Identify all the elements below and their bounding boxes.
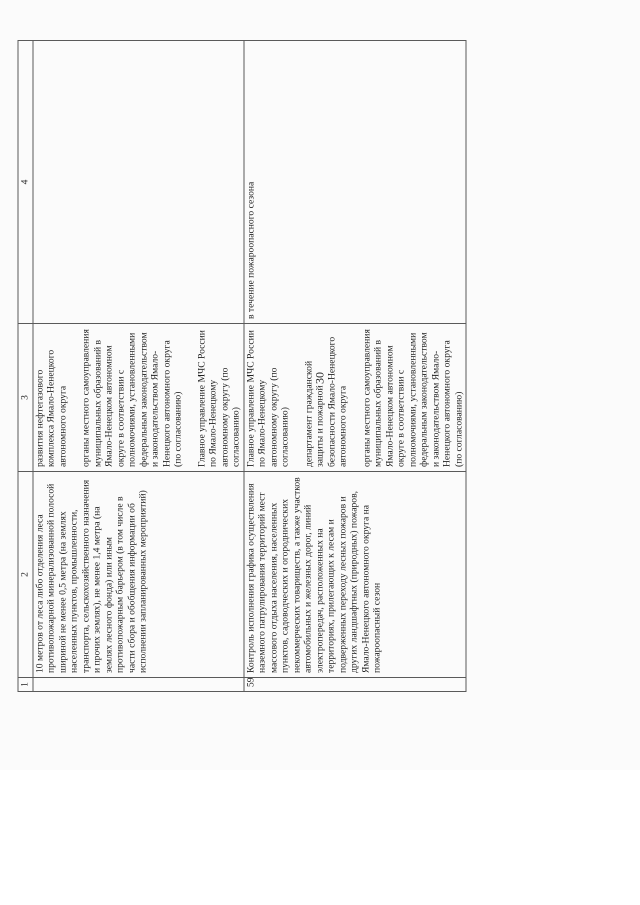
table-row	[33, 41, 244, 692]
column-header-executors: 3	[18, 324, 33, 472]
executor-item: органы местного самоуправления муниципальных образований в Ямало-Ненецком автономном округе в соответствии с полномочиями, установленными федеральным законодательством и законодательством Ямало-Ненецкого автономного округа (по согласованию)	[80, 329, 184, 467]
column-header-measure: 2	[18, 472, 33, 678]
page-number: 30	[312, 372, 327, 384]
executor-item: развития нефтегазового комплекса Ямало-Ненецкого автономного округа	[34, 349, 68, 467]
measures-table	[18, 40, 467, 692]
measure-text: Контроль исполнения графика осуществления наземного патрулирования территорий мест массового отдыха населения, населенных пунктов, садоводческих и огороднических некоммерческих товариществ, а также участков автомобильных и железных дорог, линий электропередач, расположенных на территориях, прилегающих к лесам и подверженных переходу лесных пожаров и других ландшафтных (природных) пожаров, Ямало-Ненецкого автономного округа на пожароопасный сезон	[244, 472, 467, 678]
executor-item: департамент гражданской защиты и пожарной безопасности Ямало-Ненецкого автономного округа	[303, 336, 349, 467]
row-number: 59.	[244, 678, 467, 692]
table-header-row	[18, 41, 33, 692]
column-header-number: 1	[18, 678, 33, 692]
executor-item: Главное управление МЧС России по Ямало-Ненецкому автономному округу (по согласованию)	[196, 330, 242, 467]
term-text: в течение пожароопасного сезона	[244, 41, 467, 324]
table-container	[19, 40, 464, 692]
table-row	[244, 41, 467, 692]
executors-cell	[33, 324, 244, 472]
measure-text: 10 метров от леса либо отделения леса противопожарной минерализованной полосой шириной не менее 0,5 метра (на землях населенных пунктов, промышленности, транспорта, сельскохозяйственного назначения и прочих землях), не менее 1,4 метра (на землях лесного фонда) или иным противопожарным барьером (в том числе в части сбора и обобщения информации об исполнении запланированных мероприятий)	[33, 472, 244, 678]
scan-background	[0, 770, 640, 905]
term-text	[33, 41, 244, 324]
executor-item: Главное управление МЧС России по Ямало-Ненецкому автономному округу (по согласованию)	[245, 330, 291, 467]
executors-cell	[244, 324, 467, 472]
row-number	[33, 678, 244, 692]
executor-item: органы местного самоуправления муниципальных образований в Ямало-Ненецком автономном округе в соответствии с полномочиями, установленными федеральным законодательством и законодательством Ямало-Ненецкого автономного округа (по согласованию)	[361, 329, 464, 467]
column-header-term: 4	[18, 41, 33, 324]
